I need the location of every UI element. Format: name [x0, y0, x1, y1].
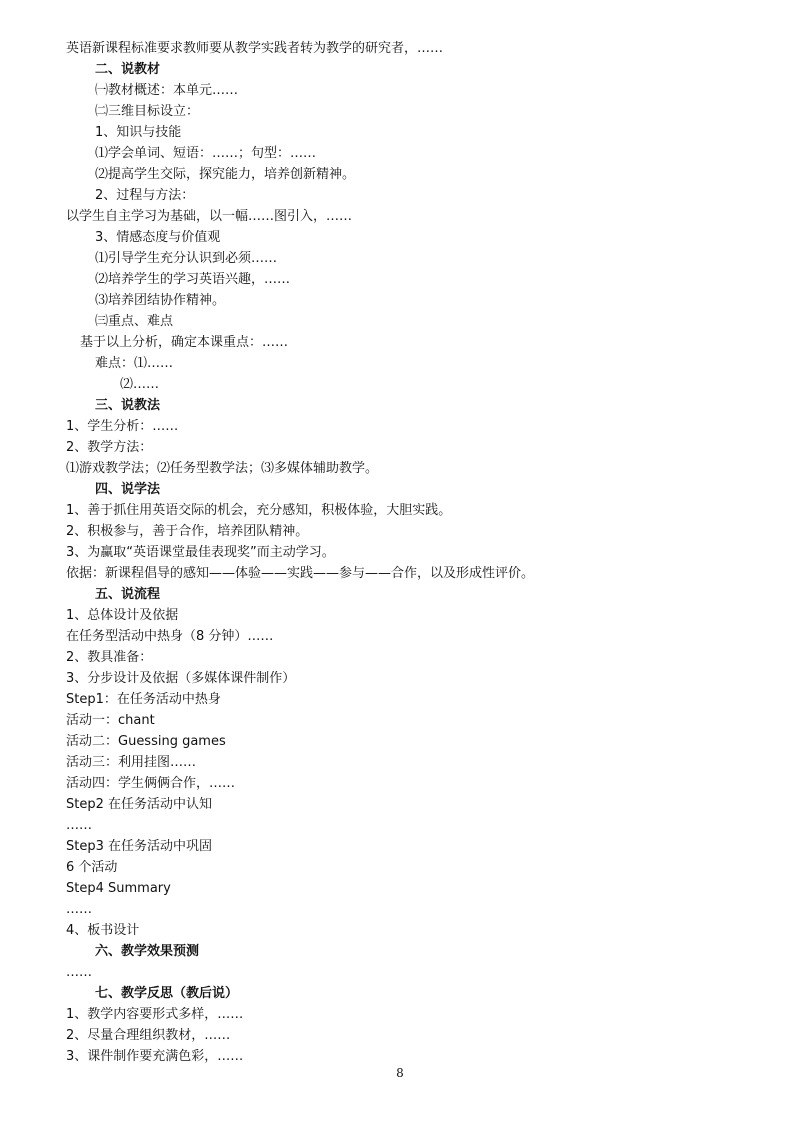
- text-line: 活动三：利用挂图……: [66, 755, 197, 770]
- text-line: 1、善于抓住用英语交际的机会，充分感知，积极体验，大胆实践。: [66, 503, 452, 518]
- section-heading-7: 七、教学反思（教后说）: [95, 986, 239, 1001]
- section-heading-4: 四、说学法: [95, 482, 161, 497]
- text-line: 基于以上分析，确定本课重点：……: [80, 335, 289, 350]
- text-line: 3、分步设计及依据（多媒体课件制作）: [66, 671, 296, 686]
- page-number: 8: [396, 1066, 404, 1080]
- text-line: ⑴学会单词、短语：……；句型：……: [95, 146, 317, 161]
- section-heading-3: 三、说教法: [95, 398, 161, 413]
- text-line: ⑴游戏教学法；⑵任务型教学法；⑶多媒体辅助教学。: [66, 461, 379, 476]
- text-line: Step3 在任务活动中巩固: [66, 839, 213, 854]
- text-line: 3、情感态度与价值观: [95, 230, 221, 245]
- text-line: 难点：⑴……: [95, 356, 174, 371]
- text-line: 在任务型活动中热身（8 分钟）……: [66, 629, 274, 644]
- text-line: 依据：新课程倡导的感知——体验——实践——参与——合作，以及形成性评价。: [66, 566, 535, 581]
- text-line: ⑶培养团结协作精神。: [95, 293, 226, 308]
- section-heading-2: 二、说教材: [95, 62, 161, 77]
- text-line: ㈢重点、难点: [95, 314, 174, 329]
- text-line: ⑵提高学生交际，探究能力，培养创新精神。: [95, 167, 356, 182]
- text-line: 1、知识与技能: [95, 125, 182, 140]
- text-line: Step1：在任务活动中热身: [66, 692, 221, 707]
- text-line: 2、教具准备：: [66, 650, 153, 665]
- text-line: 活动一：chant: [66, 713, 155, 728]
- text-line: 4、板书设计: [66, 923, 140, 938]
- text-line: 2、积极参与，善于合作，培养团队精神。: [66, 524, 309, 539]
- text-line: 3、课件制作要充满色彩，……: [66, 1049, 244, 1064]
- text-line: 以学生自主学习为基础，以一幅……图引入，……: [66, 209, 353, 224]
- text-line: ……: [66, 965, 92, 980]
- text-line: Step2 在任务活动中认知: [66, 797, 213, 812]
- text-line: ㈠教材概述：本单元……: [95, 83, 239, 98]
- text-line: ⑵……: [120, 377, 160, 392]
- text-line: Step4 Summary: [66, 881, 171, 896]
- section-heading-6: 六、教学效果预测: [95, 944, 200, 959]
- text-line: 1、教学内容要形式多样，……: [66, 1007, 244, 1022]
- text-line: ㈡三维目标设立：: [95, 104, 200, 119]
- text-line: ⑵培养学生的学习英语兴趣，……: [95, 272, 291, 287]
- section-heading-5: 五、说流程: [95, 587, 161, 602]
- text-line: ……: [66, 818, 92, 833]
- text-line: ……: [66, 902, 92, 917]
- text-line: 活动二：Guessing games: [66, 734, 226, 749]
- text-line: 3、为赢取“英语课堂最佳表现奖”而主动学习。: [66, 545, 335, 560]
- text-line: 2、过程与方法：: [95, 188, 195, 203]
- text-line: 活动四：学生俩俩合作，……: [66, 776, 236, 791]
- text-line: ⑴引导学生充分认识到必须……: [95, 251, 278, 266]
- text-line: 2、尽量合理组织教材，……: [66, 1028, 231, 1043]
- text-line: 2、教学方法：: [66, 440, 153, 455]
- text-line: 6 个活动: [66, 860, 118, 875]
- text-line: 1、总体设计及依据: [66, 608, 179, 623]
- intro-line: 英语新课程标准要求教师要从教学实践者转为教学的研究者，……: [66, 41, 444, 56]
- text-line: 1、学生分析：……: [66, 419, 179, 434]
